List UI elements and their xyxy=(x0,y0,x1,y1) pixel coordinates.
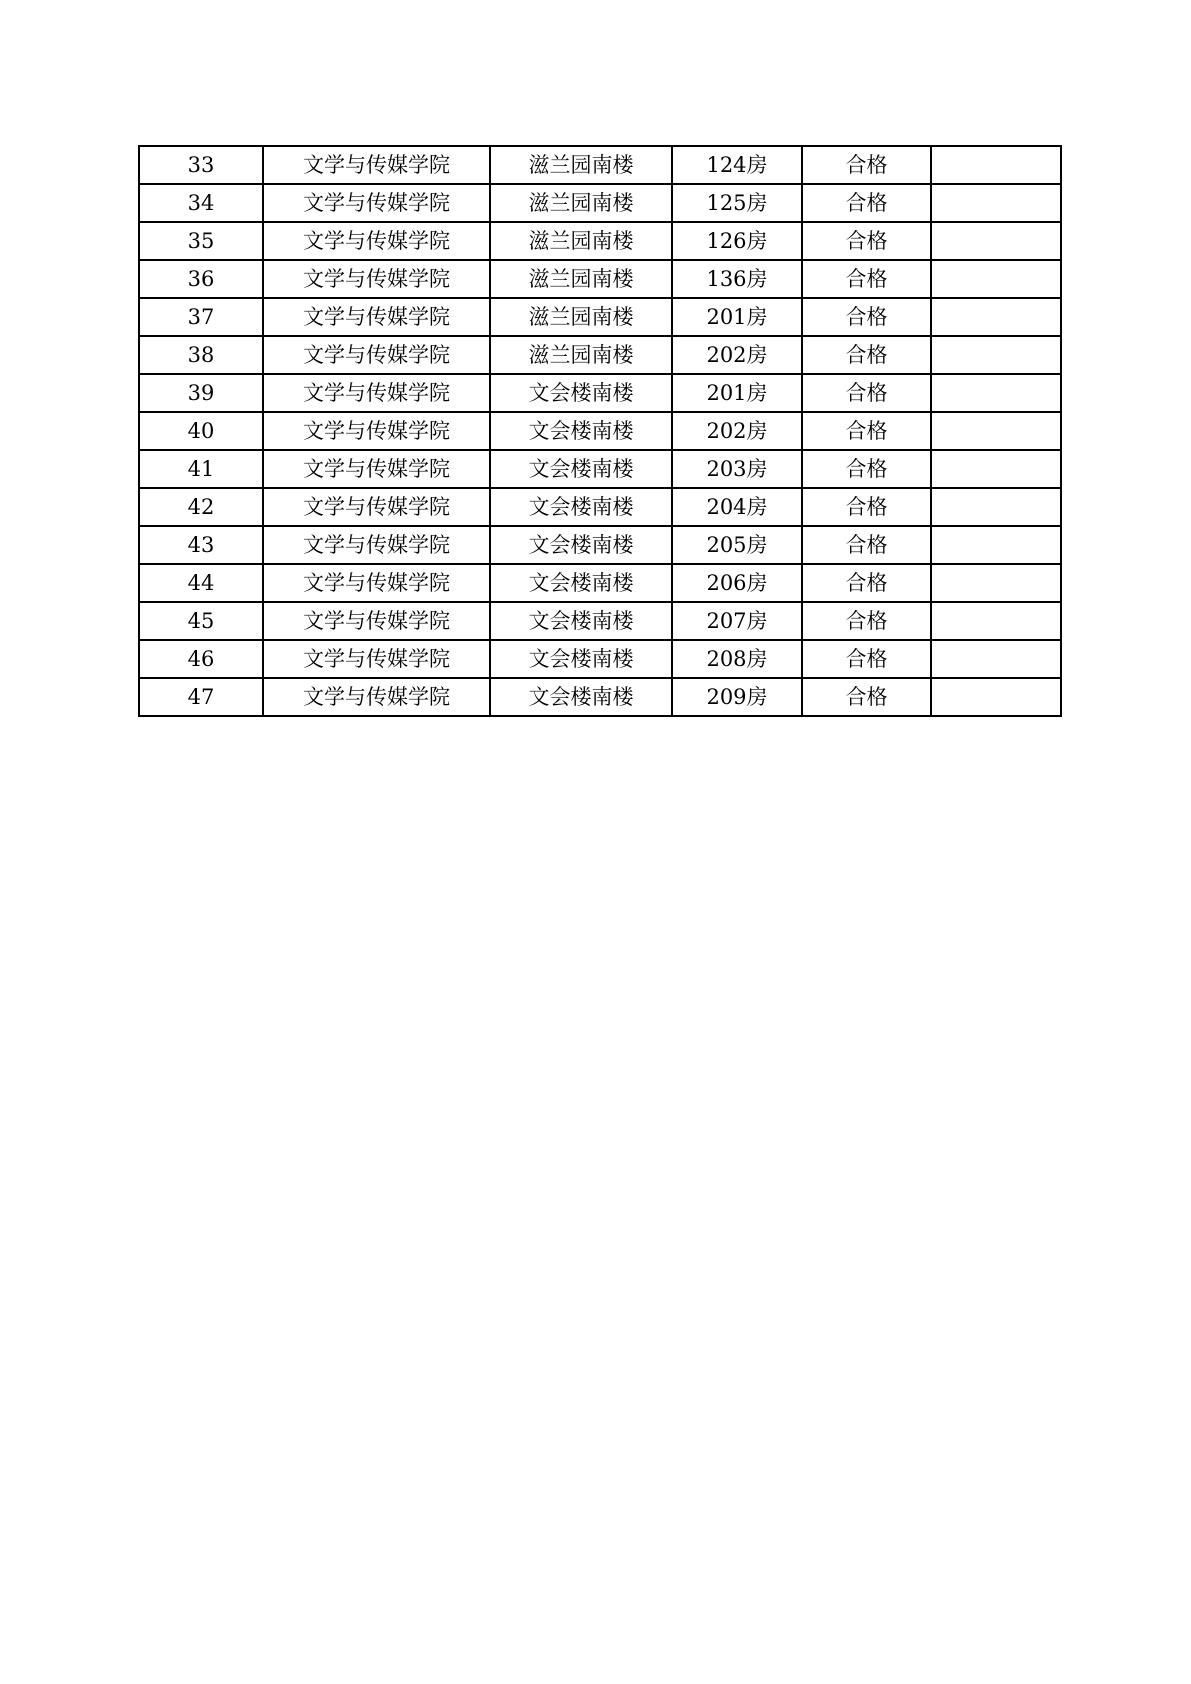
college-cell: 文学与传媒学院 xyxy=(263,488,490,526)
building-cell: 文会楼南楼 xyxy=(490,602,672,640)
result-cell: 合格 xyxy=(802,602,931,640)
building-cell: 滋兰园南楼 xyxy=(490,298,672,336)
note-cell xyxy=(931,564,1061,602)
result-cell: 合格 xyxy=(802,184,931,222)
room-cell: 126房 xyxy=(672,222,802,260)
result-cell: 合格 xyxy=(802,260,931,298)
building-cell: 滋兰园南楼 xyxy=(490,146,672,184)
row-number-cell: 41 xyxy=(139,450,263,488)
result-cell: 合格 xyxy=(802,336,931,374)
building-cell: 滋兰园南楼 xyxy=(490,222,672,260)
row-number-cell: 45 xyxy=(139,602,263,640)
result-cell: 合格 xyxy=(802,298,931,336)
room-cell: 207房 xyxy=(672,602,802,640)
note-cell xyxy=(931,298,1061,336)
college-cell: 文学与传媒学院 xyxy=(263,412,490,450)
inspection-table xyxy=(138,145,1062,717)
row-number-cell: 47 xyxy=(139,678,263,716)
note-cell xyxy=(931,260,1061,298)
table-row xyxy=(139,564,1061,602)
note-cell xyxy=(931,488,1061,526)
room-cell: 203房 xyxy=(672,450,802,488)
row-number-cell: 34 xyxy=(139,184,263,222)
note-cell xyxy=(931,640,1061,678)
college-cell: 文学与传媒学院 xyxy=(263,602,490,640)
college-cell: 文学与传媒学院 xyxy=(263,336,490,374)
room-cell: 136房 xyxy=(672,260,802,298)
row-number-cell: 42 xyxy=(139,488,263,526)
table-row xyxy=(139,678,1061,716)
note-cell xyxy=(931,222,1061,260)
college-cell: 文学与传媒学院 xyxy=(263,146,490,184)
row-number-cell: 39 xyxy=(139,374,263,412)
note-cell xyxy=(931,526,1061,564)
note-cell xyxy=(931,184,1061,222)
result-cell: 合格 xyxy=(802,488,931,526)
room-cell: 202房 xyxy=(672,412,802,450)
table-row xyxy=(139,184,1061,222)
note-cell xyxy=(931,602,1061,640)
result-cell: 合格 xyxy=(802,146,931,184)
college-cell: 文学与传媒学院 xyxy=(263,640,490,678)
building-cell: 文会楼南楼 xyxy=(490,678,672,716)
college-cell: 文学与传媒学院 xyxy=(263,222,490,260)
room-cell: 206房 xyxy=(672,564,802,602)
row-number-cell: 37 xyxy=(139,298,263,336)
result-cell: 合格 xyxy=(802,526,931,564)
table-row xyxy=(139,374,1061,412)
building-cell: 滋兰园南楼 xyxy=(490,184,672,222)
result-cell: 合格 xyxy=(802,640,931,678)
building-cell: 文会楼南楼 xyxy=(490,374,672,412)
room-cell: 204房 xyxy=(672,488,802,526)
table-row xyxy=(139,298,1061,336)
college-cell: 文学与传媒学院 xyxy=(263,450,490,488)
table-row xyxy=(139,146,1061,184)
college-cell: 文学与传媒学院 xyxy=(263,374,490,412)
row-number-cell: 35 xyxy=(139,222,263,260)
building-cell: 文会楼南楼 xyxy=(490,450,672,488)
result-cell: 合格 xyxy=(802,374,931,412)
room-cell: 201房 xyxy=(672,374,802,412)
note-cell xyxy=(931,336,1061,374)
room-cell: 202房 xyxy=(672,336,802,374)
result-cell: 合格 xyxy=(802,678,931,716)
row-number-cell: 38 xyxy=(139,336,263,374)
college-cell: 文学与传媒学院 xyxy=(263,184,490,222)
note-cell xyxy=(931,412,1061,450)
table-row xyxy=(139,526,1061,564)
table-row xyxy=(139,222,1061,260)
college-cell: 文学与传媒学院 xyxy=(263,298,490,336)
room-cell: 125房 xyxy=(672,184,802,222)
room-cell: 124房 xyxy=(672,146,802,184)
result-cell: 合格 xyxy=(802,450,931,488)
table-row xyxy=(139,260,1061,298)
building-cell: 滋兰园南楼 xyxy=(490,336,672,374)
room-cell: 208房 xyxy=(672,640,802,678)
room-cell: 209房 xyxy=(672,678,802,716)
room-cell: 201房 xyxy=(672,298,802,336)
building-cell: 文会楼南楼 xyxy=(490,412,672,450)
result-cell: 合格 xyxy=(802,222,931,260)
row-number-cell: 40 xyxy=(139,412,263,450)
note-cell xyxy=(931,678,1061,716)
table-row xyxy=(139,640,1061,678)
row-number-cell: 44 xyxy=(139,564,263,602)
note-cell xyxy=(931,146,1061,184)
college-cell: 文学与传媒学院 xyxy=(263,678,490,716)
table-row xyxy=(139,412,1061,450)
college-cell: 文学与传媒学院 xyxy=(263,564,490,602)
table-body xyxy=(139,146,1061,716)
college-cell: 文学与传媒学院 xyxy=(263,526,490,564)
table-row xyxy=(139,488,1061,526)
building-cell: 文会楼南楼 xyxy=(490,564,672,602)
building-cell: 文会楼南楼 xyxy=(490,640,672,678)
row-number-cell: 46 xyxy=(139,640,263,678)
table-row xyxy=(139,450,1061,488)
note-cell xyxy=(931,374,1061,412)
row-number-cell: 36 xyxy=(139,260,263,298)
result-cell: 合格 xyxy=(802,412,931,450)
row-number-cell: 43 xyxy=(139,526,263,564)
building-cell: 文会楼南楼 xyxy=(490,488,672,526)
row-number-cell: 33 xyxy=(139,146,263,184)
building-cell: 文会楼南楼 xyxy=(490,526,672,564)
result-cell: 合格 xyxy=(802,564,931,602)
room-cell: 205房 xyxy=(672,526,802,564)
table-row xyxy=(139,602,1061,640)
college-cell: 文学与传媒学院 xyxy=(263,260,490,298)
building-cell: 滋兰园南楼 xyxy=(490,260,672,298)
table-row xyxy=(139,336,1061,374)
note-cell xyxy=(931,450,1061,488)
